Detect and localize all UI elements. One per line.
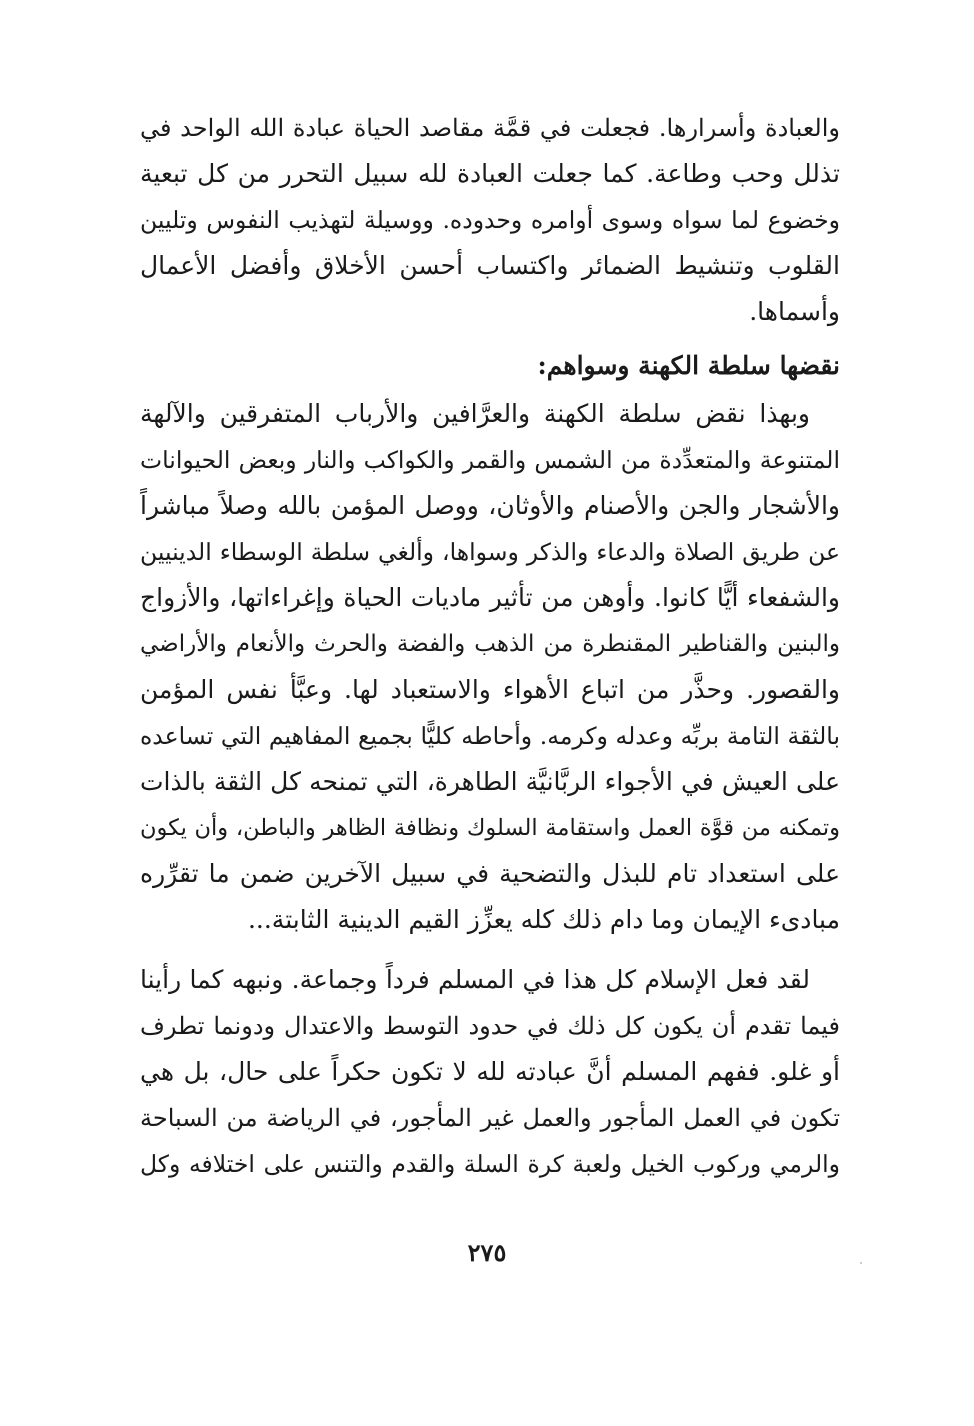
text-line: والرمي وركوب الخيل ولعبة كرة السلة والقدم والتنس على اختلافه وكل (140, 1150, 840, 1178)
scan-speck (860, 1262, 862, 1264)
text-line: عن طريق الصلاة والدعاء والذكر وسواها، وألغي سلطة الوسطاء الدينيين (140, 538, 840, 566)
text-line: القلوب وتنشيط الضمائر واكتساب أحسن الأخلاق وأفضل الأعمال (140, 251, 840, 280)
section-heading: نقضها سلطة الكهنة وسواهم: (537, 351, 840, 380)
text-line: والقصور. وحذَّر من اتباع الأهواء والاستعباد لها. وعبَّأ نفس المؤمن (140, 675, 840, 704)
text-line: وبهذا نقض سلطة الكهنة والعرَّافين والأرباب المتفرقين والآلهة (140, 399, 810, 428)
text-line: على العيش في الأجواء الربَّانيَّة الطاهرة، التي تمنحه كل الثقة بالذات (140, 767, 840, 796)
text-line: فيما تقدم أن يكون كل ذلك في حدود التوسط والاعتدال ودونما تطرف (140, 1012, 840, 1040)
paragraph-1 (140, 105, 840, 335)
text-line: والعبادة وأسرارها. فجعلت في قمَّة مقاصد الحياة عبادة الله الواحد في (140, 114, 840, 142)
text-line: بالثقة التامة بربِّه وعدله وكرمه. وأحاطه كليًّا بجميع المفاهيم التي تساعده (140, 722, 840, 750)
paragraph-2 (140, 391, 840, 943)
text-line: وتمكنه من قوَّة العمل واستقامة السلوك ونظافة الظاهر والباطن، وأن يكون (140, 815, 840, 841)
text-line: وخضوع لما سواه وسوى أوامره وحدوده. ووسيلة لتهذيب النفوس وتليين (140, 206, 840, 234)
text-line: والشفعاء أيًّا كانوا. وأوهن من تأثير ماديات الحياة وإغراءاتها، والأزواج (140, 583, 840, 612)
text-line: وأسماها. (749, 297, 840, 326)
text-line: والبنين والقناطير المقنطرة من الذهب والفضة والحرث والأنعام والأراضي (140, 631, 840, 657)
page-number: ٢٧٥ (467, 1238, 507, 1267)
page-body (140, 105, 840, 1187)
text-line: تذلل وحب وطاعة. كما جعلت العبادة لله سبيل التحرر من كل تبعية (140, 159, 840, 188)
paragraph-gap (140, 943, 840, 957)
text-line: مبادىء الإيمان وما دام ذلك كله يعزِّز القيم الدينية الثابتة... (247, 905, 840, 934)
text-line: المتنوعة والمتعدِّدة من الشمس والقمر والكواكب والنار وبعض الحيوانات (140, 446, 840, 474)
text-line: لقد فعل الإسلام كل هذا في المسلم فرداً وجماعة. ونبهه كما رأينا (140, 965, 810, 994)
text-line: والأشجار والجن والأصنام والأوثان، ووصل المؤمن بالله وصلاً مباشراً (140, 491, 840, 520)
text-line: على استعداد تام للبذل والتضحية في سبيل الآخرين ضمن ما تقرِّره (140, 859, 840, 888)
paragraph-3 (140, 957, 840, 1187)
text-line: تكون في العمل المأجور والعمل غير المأجور، في الرياضة من السباحة (140, 1104, 840, 1132)
text-line: أو غلو. ففهم المسلم أنَّ عبادته لله لا تكون حكراً على حال، بل هي (140, 1057, 840, 1086)
